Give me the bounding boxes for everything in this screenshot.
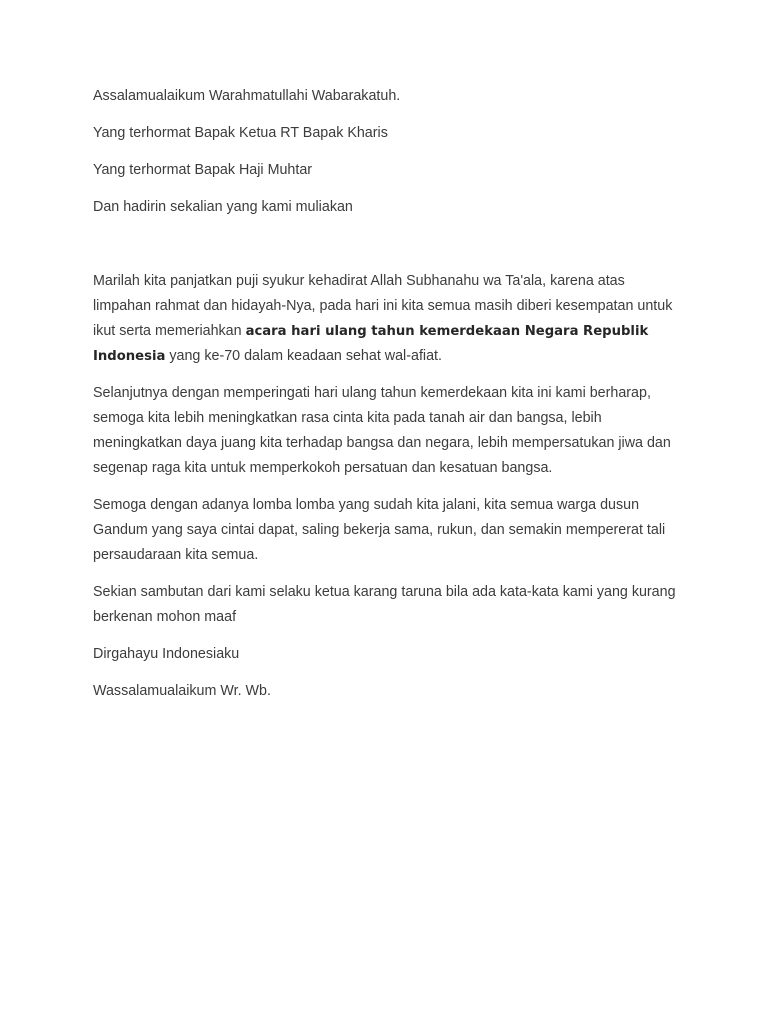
paragraph-opening-lead: Marilah kita panjatkan puji syukur kehadirat Allah Subhanahu wa Ta'ala, karena atas limpahan rahmat dan hidayah-Nya, pada hari ini kita semua masih diberi kesempatan untuk ikut serta memeriahkan — [93, 273, 673, 339]
paragraph-hope: Selanjutnya dengan memperingati hari ulang tahun kemerdekaan kita ini kami berharap, semoga kita lebih meningkatkan rasa cinta kita pada tanah air dan bangsa, lebih meningkatkan daya juang kita terhadap bangsa dan negara, lebih mempersatukan jiwa dan segenap raga kita untuk memperkokoh persatuan dan kesatuan bangsa. — [93, 385, 671, 476]
greeting-line: Assalamualaikum Warahmatullahi Wabarakatuh. — [93, 88, 401, 104]
speech-text — [93, 84, 683, 716]
paragraph-opening-bold: acara hari ulang tahun kemerdekaan Negara Republik Indonesia — [93, 324, 649, 364]
address-line-hadirin: Dan hadirin sekalian yang kami muliakan — [93, 199, 353, 215]
closing-dirgahayu: Dirgahayu Indonesiaku — [93, 646, 240, 662]
paragraph-opening — [93, 269, 683, 369]
address-line-ketua-rt: Yang terhormat Bapak Ketua RT Bapak Kharis — [93, 125, 388, 141]
address-line-haji-muhtar: Yang terhormat Bapak Haji Muhtar — [93, 162, 313, 178]
paragraph-apology: Sekian sambutan dari kami selaku ketua karang taruna bila ada kata-kata kami yang kurang berkenan mohon maaf — [93, 584, 676, 625]
paragraph-unity: Semoga dengan adanya lomba lomba yang sudah kita jalani, kita semua warga dusun Gandum yang saya cintai dapat, saling bekerja sama, rukun, dan semakin mempererat tali persaudaraan kita semua. — [93, 497, 666, 563]
closing-salam: Wassalamualaikum Wr. Wb. — [93, 683, 271, 699]
paragraph-opening-tail: yang ke-70 dalam keadaan sehat wal-afiat. — [165, 348, 442, 364]
